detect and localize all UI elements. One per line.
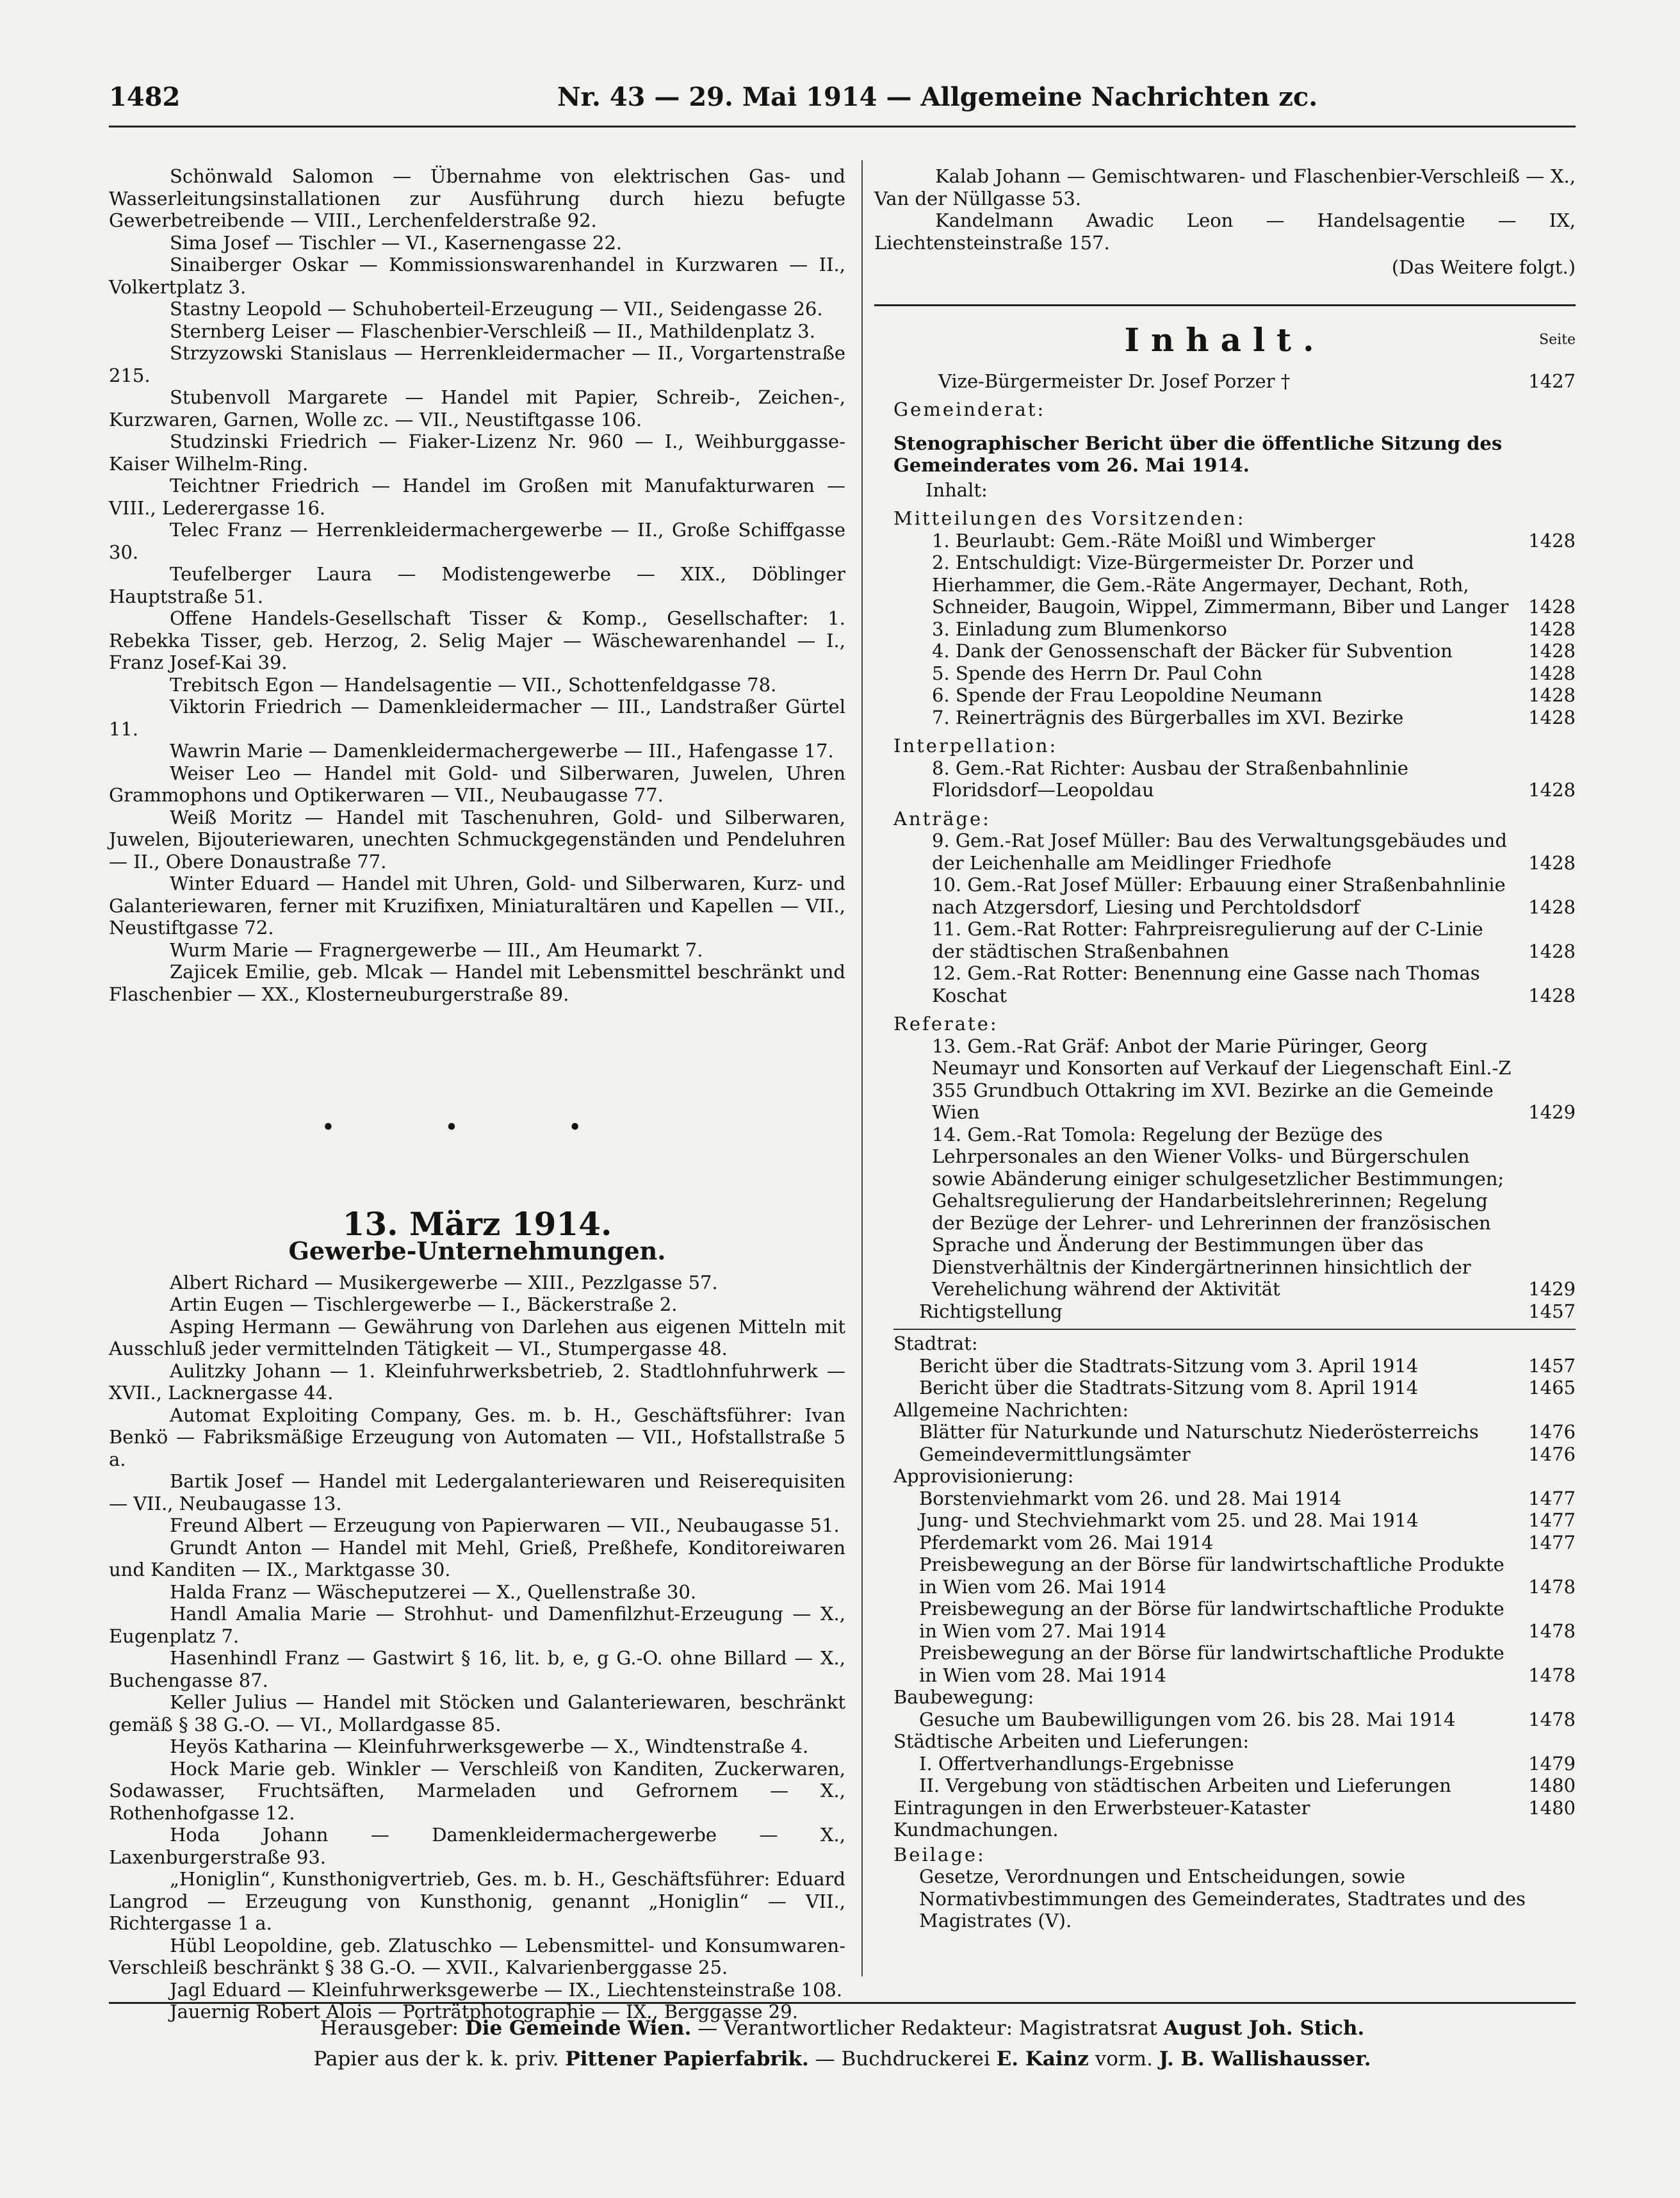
- editor-name: August Joh. Stich.: [1163, 2017, 1365, 2040]
- toc-group-heading: Mitteilungen des Vorsitzenden:: [893, 507, 1246, 529]
- list-item: Winter Eduard — Handel mit Uhren, Gold- und Silberwaren, Kurz- und Galanteriewaren, ferner mit Kruzifixen, Miniaturaltären und Kapellen — VII., Neustiftgasse 72.: [109, 873, 845, 939]
- toc-entry-text: 6. Spende der Frau Leopoldine Neumann: [932, 684, 1323, 706]
- toc-subheading: Stenographischer Bericht über die öffentliche Sitzung des Gemeinderates vom 26. Mai 1914.: [893, 432, 1503, 476]
- toc-entry-text: Pferdemarkt vom 26. Mai 1914: [919, 1531, 1214, 1554]
- toc-entry-text: Preisbewegung an der Börse für landwirtschaftliche Produkte in Wien vom 28. Mai 1914: [919, 1642, 1505, 1686]
- toc-group-heading: Städtische Arbeiten und Lieferungen:: [893, 1730, 1250, 1752]
- footer-rule: [109, 2002, 1576, 2004]
- header-running-title: Nr. 43 — 29. Mai 1914 — Allgemeine Nachrichten zc.: [557, 82, 1318, 112]
- toc-entry-page: 1428: [1528, 706, 1576, 728]
- footer-text: vorm.: [1095, 2047, 1153, 2071]
- toc-entry: [874, 618, 1576, 641]
- toc-entry-text: Bericht über die Stadtrats-Sitzung vom 3. April 1914: [919, 1354, 1419, 1377]
- list-item: Telec Franz — Herrenkleidermachergewerbe — II., Große Schiffgasse 30.: [109, 519, 845, 563]
- toc-entry: [874, 1598, 1576, 1642]
- toc-entry-text: 2. Entschuldigt: Vize-Bürgermeister Dr. Porzer und Hierhammer, die Gem.-Räte Angermayer, Dechant, Roth, Schneider, Baugoin, Wippel, Zimmermann, Biber und Langer: [932, 552, 1509, 618]
- toc-entry: [874, 1035, 1576, 1124]
- toc-entry-text: 11. Gem.-Rat Rotter: Fahrpreisregulierung auf der C-Linie der städtischen Straßenbahnen: [932, 918, 1483, 962]
- toc-entry-page: 1477: [1528, 1509, 1576, 1531]
- toc-entry-page: 1457: [1528, 1354, 1576, 1377]
- list-item: Jauernig Robert Alois — Porträtphotographie — IX., Berggasse 29.: [170, 2001, 798, 2022]
- list-item: Keller Julius — Handel mit Stöcken und Galanteriewaren, beschränkt gemäß § 38 G.-O. — VI., Mollardgasse 85.: [109, 1691, 845, 1735]
- toc-entry: [874, 1421, 1576, 1443]
- toc-group-heading: Kundmachungen.: [893, 1819, 1059, 1841]
- toc-beilage-text: Gesetze, Verordnungen und Entscheidungen, sowie Normativbestimmungen des Gemeinderates, Stadtrates und des Magistrates (V).: [919, 1866, 1526, 1931]
- list-item: Hoda Johann — Damenkleidermachergewerbe — X., Laxenburgerstraße 93.: [109, 1824, 845, 1868]
- toc-entry: [874, 1775, 1576, 1797]
- toc-group-heading: Allgemeine Nachrichten:: [893, 1398, 1129, 1421]
- list-item: Viktorin Friedrich — Damenkleidermacher — III., Landstraßer Gürtel 11.: [109, 696, 845, 740]
- list-item: Weiß Moritz — Handel mit Taschenuhren, Gold- und Silberwaren, Juwelen, Bijouteriewaren, unechten Schmuckgegenständen und Pendeluhren — II., Obere Donaustraße 77.: [109, 806, 845, 873]
- toc-entry-page: 1428: [1528, 896, 1576, 918]
- toc-page-label: Seite: [1539, 331, 1576, 348]
- toc-entry-page: 1427: [1528, 370, 1576, 392]
- list-item: Kalab Johann — Gemischtwaren- und Flaschenbier-Verschleiß — X., Van der Nüllgasse 53.: [874, 165, 1576, 209]
- list-item: Heyös Katharina — Kleinfuhrwerksgewerbe — X., Windtenstraße 4.: [170, 1735, 809, 1757]
- list-item: Offene Handels-Gesellschaft Tisser & Komp., Gesellschafter: 1. Rebekka Tisser, geb. Herzog, 2. Selig Majer — Wäschewarenhandel — I., Franz Josef-Kai 39.: [109, 607, 845, 673]
- toc-group-heading: Baubewegung:: [893, 1686, 1034, 1708]
- toc-entry: [874, 1443, 1576, 1466]
- toc-entry-text: Preisbewegung an der Börse für landwirtschaftliche Produkte in Wien vom 27. Mai 1914: [919, 1598, 1505, 1642]
- table-of-contents: [874, 370, 1576, 1932]
- right-column: [874, 165, 1576, 1932]
- toc-entry-page: 1479: [1528, 1752, 1576, 1775]
- toc-entry: [874, 370, 1576, 393]
- toc-entry: [874, 552, 1576, 618]
- separator-dots: • • •: [321, 1115, 633, 1141]
- toc-entry: [874, 1355, 1576, 1377]
- toc-entry-page: 1476: [1528, 1443, 1576, 1465]
- toc-entry-text: Richtigstellung: [919, 1300, 1063, 1322]
- paper-mill-name: Pittener Papierfabrik.: [565, 2047, 809, 2071]
- list-item: Zajicek Emilie, geb. Mlcak — Handel mit Lebensmittel beschränkt und Flaschenbier — XX., Klosterneuburgerstraße 89.: [109, 961, 845, 1005]
- footer-publisher-line: [109, 2017, 1576, 2040]
- toc-entry-text: Borstenviehmarkt vom 26. und 28. Mai 1914: [919, 1487, 1342, 1509]
- toc-entry-text: Gesuche um Baubewilligungen vom 26. bis 28. Mai 1914: [919, 1708, 1456, 1730]
- toc-rule: [874, 304, 1576, 306]
- list-item: Sternberg Leiser — Flaschenbier-Verschleiß — II., Mathildenplatz 3.: [170, 320, 815, 342]
- toc-entry: [874, 662, 1576, 685]
- toc-entry-page: 1428: [1528, 618, 1576, 640]
- page-header: [109, 82, 1571, 120]
- list-item: Grundt Anton — Handel mit Mehl, Grieß, Preßhefe, Konditoreiwaren und Kanditen — IX., Marktgasse 30.: [109, 1536, 845, 1580]
- toc-entry-page: 1478: [1528, 1620, 1576, 1642]
- toc-entry-text: 12. Gem.-Rat Rotter: Benennung eine Gasse nach Thomas Koschat: [932, 962, 1480, 1006]
- list-item: Weiser Leo — Handel mit Gold- und Silberwaren, Juwelen, Uhren Grammophons und Optikerwaren — VII., Neubaugasse 77.: [109, 762, 845, 806]
- list-item: Albert Richard — Musikergewerbe — XIII., Pezzlgasse 57.: [170, 1271, 718, 1293]
- list-item: Hock Marie geb. Winkler — Verschleiß von Kanditen, Zuckerwaren, Sodawasser, Fruchtsäften, Marmeladen und Gefrornem — X., Rothenhofgasse 12.: [109, 1757, 845, 1824]
- toc-entry: [874, 1753, 1576, 1775]
- page-number: 1482: [109, 82, 181, 112]
- footer-text: — Verantwortlicher Redakteur: Magistratsrat: [697, 2017, 1157, 2040]
- list-item: Teichtner Friedrich — Handel im Großen mit Manufakturwaren — VIII., Lederergasse 16.: [109, 475, 845, 519]
- list-item: Halda Franz — Wäscheputzerei — X., Quellenstraße 30.: [170, 1580, 697, 1603]
- list-item: Wurm Marie — Fragnergewerbe — III., Am Heumarkt 7.: [170, 939, 703, 961]
- toc-entry-page: 1428: [1528, 984, 1576, 1006]
- toc-entry-text: 4. Dank der Genossenschaft der Bäcker für Subvention: [932, 640, 1453, 662]
- toc-group-heading: Anträge:: [893, 807, 991, 830]
- toc-entry-page: 1465: [1528, 1377, 1576, 1398]
- toc-entry-text: Jung- und Stechviehmarkt vom 25. und 28. Mai 1914: [919, 1509, 1419, 1531]
- toc-entry-page: 1457: [1528, 1300, 1576, 1322]
- list-item: Schönwald Salomon — Übernahme von elektrischen Gas- und Wasserleitungsinstallationen zur Ausführung durch hiezu befugte Gewerbetreibende — VIII., Lerchenfelderstraße 92.: [109, 165, 845, 231]
- list-item: Hasenhindl Franz — Gastwirt § 16, lit. b, e, g G.-O. ohne Billard — X., Buchengasse 87.: [109, 1647, 845, 1691]
- toc-entry-page: 1480: [1528, 1796, 1576, 1819]
- toc-entry: [874, 918, 1576, 962]
- toc-entry: [874, 684, 1576, 707]
- toc-entry-page: 1478: [1528, 1575, 1576, 1598]
- printer-former-name: J. B. Wallishausser.: [1159, 2047, 1371, 2071]
- toc-entry-text: Eintragungen in den Erwerbsteuer-Kataster: [893, 1796, 1310, 1819]
- toc-inhalt-label: Inhalt:: [926, 479, 988, 501]
- toc-entry: [874, 830, 1576, 874]
- list-item: Automat Exploiting Company, Ges. m. b. H., Geschäftsführer: Ivan Benkö — Fabriksmäßige Erzeugung von Automaten — VII., Hofstallstraße 5 a.: [109, 1404, 845, 1470]
- list-item: Stubenvoll Margarete — Handel mit Papier, Schreib-, Zeichen-, Kurzwaren, Garnen, Wolle zc. — VII., Neustiftgasse 106.: [109, 386, 845, 431]
- toc-entry: [874, 1554, 1576, 1598]
- toc-entry-page: 1478: [1528, 1664, 1576, 1686]
- footer-text: Papier aus der k. k. priv.: [313, 2047, 559, 2071]
- list-item: Kandelmann Awadic Leon — Handelsagentie — IX, Liechtensteinstraße 157.: [874, 209, 1576, 254]
- toc-group-heading: Referate:: [893, 1013, 999, 1035]
- list-item: Stastny Leopold — Schuhoberteil-Erzeugung — VII., Seidengasse 26.: [170, 298, 823, 320]
- toc-entry-text: 7. Reinerträgnis des Bürgerballes im XVI. Bezirke: [932, 706, 1404, 728]
- list-item: Bartik Josef — Handel mit Ledergalanteriewaren und Reiserequisiten — VII., Neubaugasse 13.: [109, 1470, 845, 1514]
- toc-entry: [874, 962, 1576, 1006]
- section-date: 13. März 1914.: [342, 1204, 612, 1243]
- toc-entry-page: 1428: [1528, 529, 1576, 552]
- list-item: Trebitsch Egon — Handelsagentie — VII., Schottenfeldgasse 78.: [170, 673, 777, 696]
- toc-entry: [874, 1509, 1576, 1532]
- footer-printer-line: [109, 2047, 1576, 2071]
- toc-entry-page: 1428: [1528, 779, 1576, 801]
- toc-entry-text: I. Offertverhandlungs-Ergebnisse: [919, 1752, 1234, 1775]
- toc-entry-page: 1428: [1528, 596, 1576, 618]
- toc-group-heading: Approvisionierung:: [893, 1465, 1074, 1487]
- issue-number: Nr. 43: [557, 82, 646, 112]
- toc-entry-page: 1429: [1528, 1101, 1576, 1123]
- toc-entry: [874, 1300, 1576, 1323]
- toc-entry-text: Bericht über die Stadtrats-Sitzung vom 8. April 1914: [919, 1377, 1419, 1398]
- toc-entry-text: II. Vergebung von städtischen Arbeiten und Lieferungen: [919, 1775, 1451, 1796]
- list-item: Sima Josef — Tischler — VI., Kasernengasse 22.: [170, 231, 623, 254]
- toc-entry: [874, 1642, 1576, 1686]
- toc-entry-page: 1428: [1528, 851, 1576, 874]
- toc-entry-page: 1429: [1528, 1278, 1576, 1300]
- toc-entry: [874, 707, 1576, 729]
- toc-entry: [874, 530, 1576, 552]
- list-item: Aulitzky Johann — 1. Kleinfuhrwerksbetrieb, 2. Stadtlohnfuhrwerk — XVII., Lacknergasse 44.: [109, 1359, 845, 1404]
- toc-entry: [874, 1377, 1576, 1399]
- toc-entry-page: 1428: [1528, 684, 1576, 706]
- toc-entry-text: 3. Einladung zum Blumenkorso: [932, 618, 1227, 640]
- section-name: Allgemeine Nachrichten zc.: [920, 82, 1318, 112]
- toc-entry-page: 1428: [1528, 940, 1576, 962]
- toc-entry: [874, 1488, 1576, 1510]
- list-item: Sinaiberger Oskar — Kommissionswarenhandel in Kurzwaren — II., Volkertplatz 3.: [109, 254, 845, 298]
- list-item: Freund Albert — Erzeugung von Papierwaren — VII., Neubaugasse 51.: [170, 1514, 840, 1536]
- toc-entry-text: Gemeindevermittlungsämter: [919, 1443, 1191, 1465]
- list-item: Artin Eugen — Tischlergewerbe — I., Bäckerstraße 2.: [170, 1293, 678, 1315]
- toc-entry-text: Preisbewegung an der Börse für landwirtschaftliche Produkte in Wien vom 26. Mai 1914: [919, 1554, 1505, 1598]
- toc-entry: [874, 1797, 1576, 1819]
- toc-entry: [874, 1124, 1576, 1300]
- toc-entry-page: 1476: [1528, 1421, 1576, 1443]
- toc-entry: [874, 1532, 1576, 1554]
- toc-entry: [874, 874, 1576, 918]
- list-item: Handl Amalia Marie — Strohhut- und Damenfilzhut-Erzeugung — X., Eugenplatz 7.: [109, 1603, 845, 1647]
- toc-group-heading: Gemeinderat:: [893, 398, 1046, 420]
- list-item: Studzinski Friedrich — Fiaker-Lizenz Nr. 960 — I., Weihburggasse-Kaiser Wilhelm-Ring.: [109, 431, 845, 475]
- toc-entry-text: 13. Gem.-Rat Gräf: Anbot der Marie Püringer, Georg Neumayr und Konsorten auf Verkauf der Liegenschaft Einl.-Z 355 Grundbuch Ottakring im XVI. Bezirke an die Gemeinde Wien: [932, 1035, 1512, 1123]
- toc-entry-page: 1477: [1528, 1531, 1576, 1554]
- header-rule: [109, 126, 1576, 127]
- toc-group-heading: Interpellation:: [893, 735, 1058, 757]
- toc-entry-text: Vize-Bürgermeister Dr. Josef Porzer †: [938, 370, 1291, 392]
- toc-group-heading: Beilage:: [893, 1843, 986, 1866]
- issue-date: 29. Mai 1914: [689, 82, 877, 112]
- printer-name: E. Kainz: [996, 2047, 1089, 2071]
- toc-entry-page: 1480: [1528, 1775, 1576, 1796]
- list-item: Wawrin Marie — Damenkleidermachergewerbe — III., Hafengasse 17.: [170, 740, 834, 762]
- list-item: Jagl Eduard — Kleinfuhrwerksgewerbe — IX., Liechtensteinstraße 108.: [170, 1978, 843, 2001]
- toc-heading: [874, 320, 1576, 370]
- toc-entry-text: 1. Beurlaubt: Gem.-Räte Moißl und Wimberger: [932, 529, 1375, 552]
- toc-entry-page: 1428: [1528, 640, 1576, 662]
- toc-entry-page: 1428: [1528, 662, 1576, 684]
- toc-divider: [893, 1329, 1576, 1330]
- toc-entry: [874, 640, 1576, 662]
- list-item: „Honiglin“, Kunsthonigvertrieb, Ges. m. b. H., Geschäftsführer: Eduard Langrod — Erzeugung von Kunsthonig, genannt „Honiglin“ — VII., Richtergasse 1 a.: [109, 1868, 845, 1934]
- toc-entry: [874, 1709, 1576, 1731]
- section-title: Gewerbe-Unternehmungen.: [288, 1236, 666, 1265]
- toc-entry-text: Blätter für Naturkunde und Naturschutz Niederösterreichs: [919, 1421, 1479, 1443]
- toc-entry-text: 10. Gem.-Rat Josef Müller: Erbauung einer Straßenbahnlinie nach Atzgersdorf, Liesing und Perchtoldsdorf: [932, 874, 1506, 918]
- registry-list-top: [109, 165, 845, 1005]
- toc-entry-text: 8. Gem.-Rat Richter: Ausbau der Straßenbahnlinie Floridsdorf—Leopoldau: [932, 757, 1408, 801]
- toc-group-heading: Stadtrat:: [893, 1333, 978, 1354]
- toc-entry-text: 5. Spende des Herrn Dr. Paul Cohn: [932, 662, 1263, 684]
- list-item: Hübl Leopoldine, geb. Zlatuschko — Lebensmittel- und Konsumwaren-Verschleiß beschränkt § 38 G.-O. — XVII., Kalvarienberggasse 25.: [109, 1934, 845, 1978]
- column-divider: [861, 160, 863, 1976]
- toc-entry-text: 9. Gem.-Rat Josef Müller: Bau des Verwaltungsgebäudes und der Leichenhalle am Meidlinger Friedhofe: [932, 830, 1507, 874]
- toc-title: Inhalt.: [1124, 320, 1326, 359]
- footer-text: — Buchdruckerei: [815, 2047, 990, 2071]
- toc-entry-page: 1477: [1528, 1487, 1576, 1509]
- toc-entry-page: 1478: [1528, 1708, 1576, 1730]
- toc-entry-text: 14. Gem.-Rat Tomola: Regelung der Bezüge des Lehrpersonales an den Wiener Volks- und Bürgerschulen sowie Abänderung einiger schulgesetzlicher Bestimmungen; Gehaltsregulierung der Handarbeitslehrerinnen; Regelung der Bezüge der Lehrer- und Lehrerinnen der französischen Sprache und Änderung der Bestimmungen über das Dienstverhältnis der Kindergärtnerinnen hinsichtlich der Verehelichung während der Aktivität: [932, 1123, 1505, 1300]
- list-item: Asping Hermann — Gewährung von Darlehen aus eigenen Mitteln mit Ausschluß jeder vermittelnden Tätigkeit — VI., Stumpergasse 48.: [109, 1315, 845, 1359]
- publisher-name: Die Gemeinde Wien.: [464, 2017, 692, 2040]
- continued-note: (Das Weitere folgt.): [1391, 256, 1576, 278]
- registry-list-bottom: [109, 1272, 845, 2023]
- footer-text: Herausgeber:: [320, 2017, 459, 2040]
- toc-entry: [874, 757, 1576, 801]
- list-item: Strzyzowski Stanislaus — Herrenkleidermacher — II., Vorgartenstraße 215.: [109, 342, 845, 386]
- list-item: Teufelberger Laura — Modistengewerbe — XIX., Döblinger Hauptstraße 51.: [109, 563, 845, 607]
- left-column: [109, 165, 845, 2023]
